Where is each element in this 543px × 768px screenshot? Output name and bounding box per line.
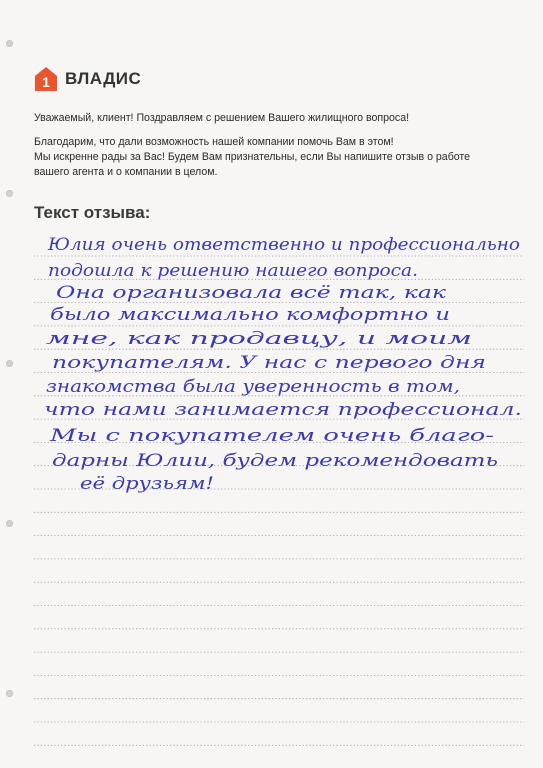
intro-line: Мы искренне рады за Вас! Будем Вам признательны, если Вы напишите отзыв о работе — [34, 151, 471, 163]
handwritten-line: было максимально комфортно и — [50, 305, 450, 325]
handwritten-line: её друзьям! — [80, 474, 214, 494]
handwritten-line: дарны Юлии, будем рекомендовать — [52, 451, 498, 471]
handwritten-line: знакомства была уверенность в том, — [46, 377, 460, 397]
handwritten-line: мне, как продавцу, и моим — [46, 329, 472, 349]
handwritten-line: Юлия очень ответственно и профессионально — [46, 235, 520, 255]
handwritten-line: Она организовала всё так, как — [56, 283, 448, 303]
svg-text:1: 1 — [42, 74, 50, 90]
review-title: Текст отзыва: — [34, 203, 151, 222]
handwritten-line: покупателям. У нас с первого дня — [52, 353, 486, 373]
brand-name: ВЛАДИС — [65, 69, 142, 88]
handwritten-line: подошла к решению нашего вопроса. — [48, 261, 418, 281]
greeting-text: Уважаемый, клиент! Поздравляем с решением Вашего жилищного вопроса! — [34, 112, 410, 124]
handwritten-line: Мы с покупателем очень благо- — [48, 426, 495, 446]
intro-line: Благодарим, что дали возможность нашей компании помочь Вам в этом! — [34, 136, 394, 148]
intro-line: вашего агента и о компании в целом. — [34, 166, 218, 178]
handwritten-line: что нами занимается профессионал. — [44, 400, 522, 420]
